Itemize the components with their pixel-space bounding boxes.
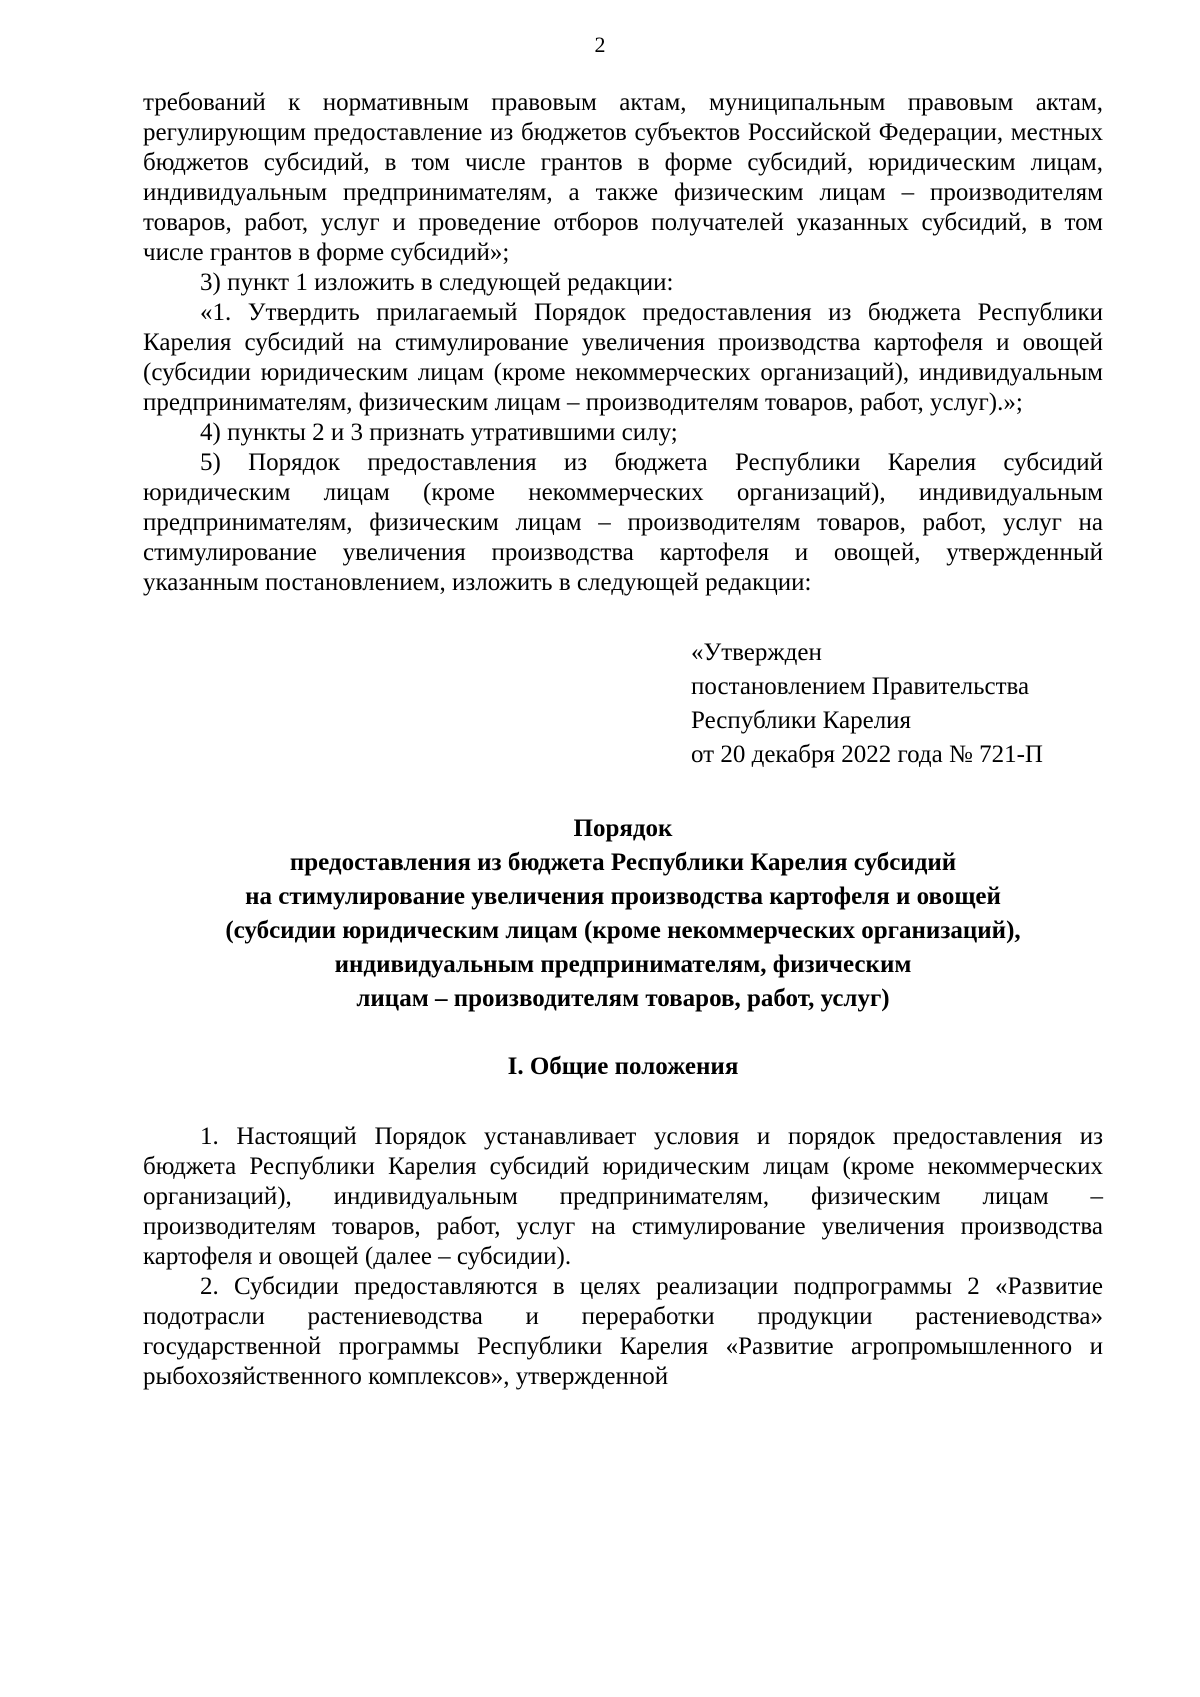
paragraph-section-1: 1. Настоящий Порядок устанавливает условия и порядок предоставления из бюджета Республики Карелия субсидий юридическим лицам (кроме некоммерческих организаций), индивидуальным предпринимателям, физическим лицам – производителям товаров, работ, услуг на стимулирование увеличения производства картофеля и овощей (далее – субсидии). — [143, 1123, 1103, 1270]
section-heading: I. Общие положения — [507, 1053, 739, 1080]
title-line: предоставления из бюджета Республики Карелия субсидий — [289, 849, 957, 876]
approval-line: Республики Карелия — [691, 707, 912, 734]
document-body — [143, 88, 1103, 1392]
approval-line: от 20 декабря 2022 года № 721-П — [691, 741, 1043, 768]
document-title — [143, 812, 1103, 1016]
title-line: Порядок — [573, 815, 673, 842]
paragraph-item-5: 5) Порядок предоставления из бюджета Республики Карелия субсидий юридическим лицам (кроме некоммерческих организаций), индивидуальным предпринимателям, физическим лицам – производителям товаров, работ, услуг на стимулирование увеличения производства картофеля и овощей, утвержденный указанным постановлением, изложить в следующей редакции: — [143, 449, 1103, 596]
approval-line: «Утвержден — [691, 639, 822, 666]
paragraph-item-4: 4) пункты 2 и 3 признать утратившими силу; — [200, 419, 678, 446]
title-line: лицам – производителям товаров, работ, услуг) — [356, 985, 890, 1012]
paragraph-item-3-quote: «1. Утвердить прилагаемый Порядок предоставления из бюджета Республики Карелия субсидий на стимулирование увеличения производства картофеля и овощей (субсидии юридическим лицам (кроме некоммерческих организаций), индивидуальным предпринимателям, физическим лицам – производителям товаров, работ, услуг).»; — [143, 299, 1103, 416]
title-line: (субсидии юридическим лицам (кроме некоммерческих организаций), — [225, 917, 1021, 944]
title-line: индивидуальным предпринимателям, физическим — [334, 951, 912, 978]
paragraph-section-2: 2. Субсидии предоставляются в целях реализации подпрограммы 2 «Развитие подотрасли растениеводства и переработки продукции растениеводства» государственной программы Республики Карелия «Развитие агропромышленного и рыбохозяйственного комплексов», утвержденной — [143, 1273, 1103, 1390]
approval-stamp-block — [691, 636, 1103, 772]
paragraph-item-3: 3) пункт 1 изложить в следующей редакции: — [200, 269, 674, 296]
approval-line: постановлением Правительства — [691, 673, 1030, 700]
page-number: 2 — [594, 32, 606, 57]
title-line: на стимулирование увеличения производства картофеля и овощей — [245, 883, 1001, 910]
paragraph-continuation: требований к нормативным правовым актам, муниципальным правовым актам, регулирующим предоставление из бюджетов субъектов Российской Федерации, местных бюджетов субсидий, в том числе грантов в форме субсидий, юридическим лицам, индивидуальным предпринимателям, а также физическим лицам – производителям товаров, работ, услуг и проведение отборов получателей указанных субсидий, в том числе грантов в форме субсидий»; — [143, 89, 1103, 266]
